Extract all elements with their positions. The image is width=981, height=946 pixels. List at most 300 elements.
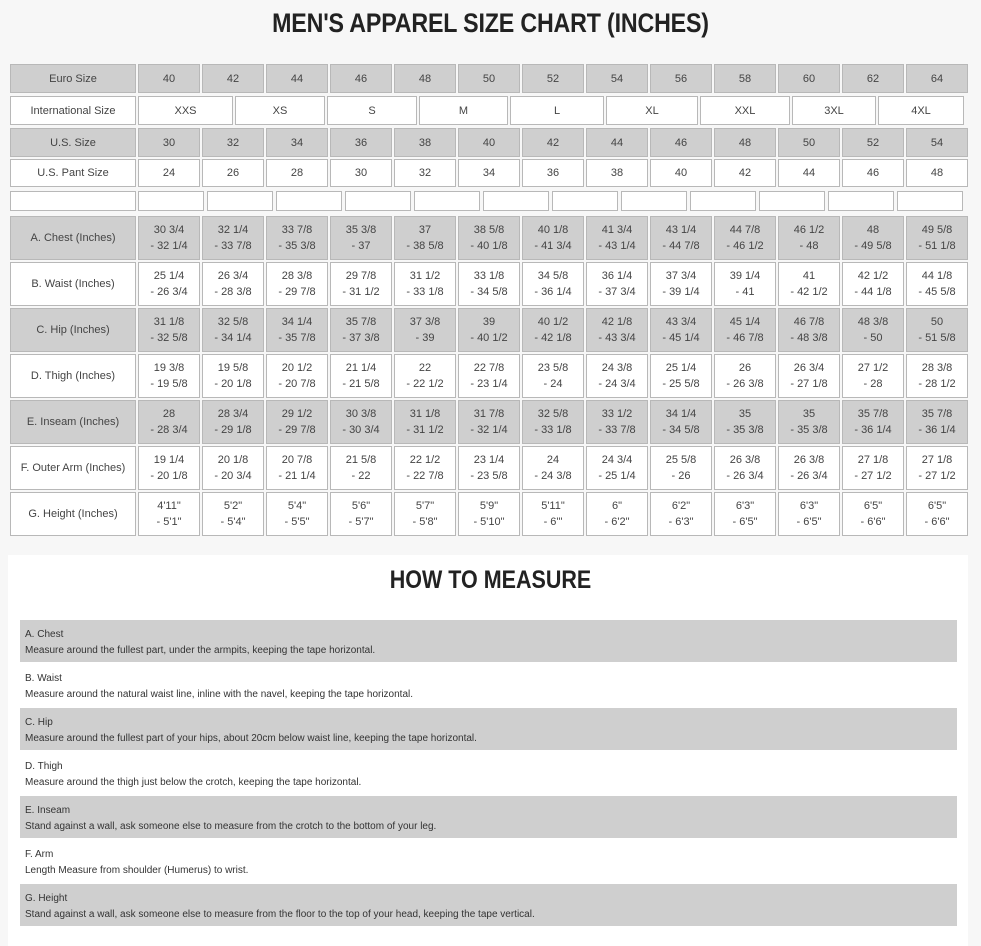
range-start: 35 3/8: [345, 224, 377, 236]
measure-item-name: C. Hip: [25, 717, 53, 728]
row-label-f-outer-arm-inches: F. Outer Arm (Inches): [10, 446, 136, 490]
range-end: - 5'10": [473, 516, 505, 528]
range-end: - 28 3/4: [150, 424, 188, 436]
b-waist-inches-cell: [266, 262, 328, 306]
how-to-measure-title: HOW TO MEASURE: [389, 566, 592, 594]
c-hip-inches-cell: [330, 308, 392, 352]
g-height-inches-cell: [842, 492, 904, 536]
range-end: - 29 7/8: [278, 424, 316, 436]
measure-item-description: Stand against a wall, ask someone else to measure from the floor to the top of your head, keeping the tape vertical.: [25, 909, 535, 920]
range-start: 45 1/4: [729, 316, 761, 328]
d-thigh-inches-cell: [778, 354, 840, 398]
range-start: 43 1/4: [665, 224, 697, 236]
range-start: 49 5/8: [921, 224, 953, 236]
g-height-inches-cell: [778, 492, 840, 536]
range-end: - 48 3/8: [790, 332, 828, 344]
us-size-cell: 34: [266, 128, 328, 157]
d-thigh-inches-cell: [330, 354, 392, 398]
f-outer-arm-inches-cell: [394, 446, 456, 490]
b-waist-inches-cell: [522, 262, 584, 306]
range-start: 21 1/4: [345, 362, 377, 374]
e-inseam-inches-cell: [906, 400, 968, 444]
spacer-cell: [828, 191, 894, 211]
measure-item: [20, 884, 957, 926]
measure-item-name: F. Arm: [25, 849, 54, 860]
f-outer-arm-inches-cell: [266, 446, 328, 490]
us-size-cell: 48: [714, 128, 776, 157]
range-start: 31 1/2: [409, 270, 441, 282]
c-hip-inches-cell: [714, 308, 776, 352]
us-pant-size-cell: 40: [650, 159, 712, 187]
range-end: - 24 3/8: [534, 470, 572, 482]
spacer-cell: [621, 191, 687, 211]
range-end: - 37 3/4: [598, 286, 636, 298]
e-inseam-inches-cell: [202, 400, 264, 444]
d-thigh-inches-cell: [202, 354, 264, 398]
range-start: 28 3/8: [921, 362, 953, 374]
us-pant-size-cell: 30: [330, 159, 392, 187]
euro-size-cell: 44: [266, 64, 328, 93]
c-hip-inches-cell: [138, 308, 200, 352]
range-start: 33 1/2: [601, 408, 633, 420]
range-end: - 33 1/8: [534, 424, 572, 436]
measure-item-name: D. Thigh: [25, 761, 63, 772]
b-waist-inches-cell: [906, 262, 968, 306]
us-pant-size-cell: 48: [906, 159, 968, 187]
measure-item-name: E. Inseam: [25, 805, 71, 816]
us-pant-size-cell: 34: [458, 159, 520, 187]
range-start: 44 7/8: [729, 224, 761, 236]
range-end: - 32 1/4: [150, 240, 188, 252]
a-chest-inches-cell: [778, 216, 840, 260]
range-end: - 41: [735, 286, 755, 298]
range-end: - 6'2": [604, 516, 630, 528]
d-thigh-inches-cell: [714, 354, 776, 398]
range-end: - 44 7/8: [662, 240, 700, 252]
range-end: - 36 1/4: [854, 424, 892, 436]
a-chest-inches-cell: [266, 216, 328, 260]
range-start: 32 5/8: [537, 408, 569, 420]
e-inseam-inches-cell: [266, 400, 328, 444]
measure-item-description: Stand against a wall, ask someone else to measure from the crotch to the bottom of your leg.: [25, 821, 437, 832]
range-end: - 46 7/8: [726, 332, 764, 344]
range-start: 32 5/8: [217, 316, 249, 328]
range-end: - 51 5/8: [918, 332, 956, 344]
international-size-cell: 4XL: [878, 96, 964, 125]
b-waist-inches-cell: [778, 262, 840, 306]
range-start: 50: [930, 316, 944, 328]
range-end: - 25 1/4: [598, 470, 636, 482]
a-chest-inches-cell: [906, 216, 968, 260]
range-end: - 45 5/8: [918, 286, 956, 298]
range-end: - 20 1/8: [214, 378, 252, 390]
range-end: - 45 1/4: [662, 332, 700, 344]
range-end: - 35 3/8: [790, 424, 828, 436]
range-start: 39: [482, 316, 496, 328]
g-height-inches-cell: [330, 492, 392, 536]
range-start: 26 3/8: [729, 454, 761, 466]
range-start: 31 1/8: [153, 316, 185, 328]
c-hip-inches-cell: [906, 308, 968, 352]
euro-size-cell: 40: [138, 64, 200, 93]
row-label-international-size: International Size: [10, 96, 136, 125]
d-thigh-inches-cell: [522, 354, 584, 398]
range-end: - 33 7/8: [598, 424, 636, 436]
spacer-cell: [414, 191, 480, 211]
range-start: 42 1/2: [857, 270, 889, 282]
range-start: 37 3/4: [665, 270, 697, 282]
international-size-cell: XL: [606, 96, 698, 125]
e-inseam-inches-cell: [394, 400, 456, 444]
range-start: 6'3": [735, 500, 755, 512]
range-start: 20 7/8: [281, 454, 313, 466]
range-end: - 31 1/2: [342, 286, 380, 298]
measure-item-description: Length Measure from shoulder (Humerus) to wrist.: [25, 865, 249, 876]
range-start: 27 1/2: [857, 362, 889, 374]
us-size-cell: 36: [330, 128, 392, 157]
range-start: 5'2": [223, 500, 243, 512]
euro-size-cell: 50: [458, 64, 520, 93]
us-pant-size-cell: 24: [138, 159, 200, 187]
range-end: - 6'6": [860, 516, 886, 528]
international-size-cell: XS: [235, 96, 325, 125]
range-start: 23 1/4: [473, 454, 505, 466]
range-end: - 39: [415, 332, 435, 344]
range-start: 22: [418, 362, 432, 374]
range-start: 29 1/2: [281, 408, 313, 420]
range-end: - 22: [351, 470, 371, 482]
range-end: - 20 7/8: [278, 378, 316, 390]
row-label-c-hip-inches: C. Hip (Inches): [10, 308, 136, 352]
range-end: - 35 3/8: [278, 240, 316, 252]
range-start: 6'5": [863, 500, 883, 512]
g-height-inches-cell: [714, 492, 776, 536]
us-size-cell: 52: [842, 128, 904, 157]
range-start: 27 1/8: [857, 454, 889, 466]
range-start: 35: [738, 408, 752, 420]
a-chest-inches-cell: [714, 216, 776, 260]
a-chest-inches-cell: [330, 216, 392, 260]
g-height-inches-cell: [394, 492, 456, 536]
range-end: - 20 1/8: [150, 470, 188, 482]
us-pant-size-cell: 44: [778, 159, 840, 187]
range-start: 41: [802, 270, 816, 282]
range-start: 34 1/4: [281, 316, 313, 328]
f-outer-arm-inches-cell: [842, 446, 904, 490]
us-size-cell: 46: [650, 128, 712, 157]
range-start: 32 1/4: [217, 224, 249, 236]
us-pant-size-cell: 28: [266, 159, 328, 187]
measure-item: [20, 708, 957, 750]
euro-size-cell: 52: [522, 64, 584, 93]
row-label-euro-size: Euro Size: [10, 64, 136, 93]
range-end: - 23 5/8: [470, 470, 508, 482]
f-outer-arm-inches-cell: [202, 446, 264, 490]
range-end: - 6'5": [732, 516, 758, 528]
us-pant-size-cell: 32: [394, 159, 456, 187]
a-chest-inches-cell: [394, 216, 456, 260]
range-start: 24: [546, 454, 560, 466]
range-start: 28 3/4: [217, 408, 249, 420]
range-end: - 26 3/8: [726, 378, 764, 390]
range-end: - 49 5/8: [854, 240, 892, 252]
range-start: 46 7/8: [793, 316, 825, 328]
range-end: - 24 3/4: [598, 378, 636, 390]
measure-item-name: A. Chest: [25, 629, 64, 640]
range-start: 48: [866, 224, 880, 236]
range-start: 26 3/4: [793, 362, 825, 374]
c-hip-inches-cell: [202, 308, 264, 352]
us-size-cell: 40: [458, 128, 520, 157]
range-start: 38 5/8: [473, 224, 505, 236]
range-end: - 27 1/2: [918, 470, 956, 482]
e-inseam-inches-cell: [778, 400, 840, 444]
d-thigh-inches-cell: [650, 354, 712, 398]
row-label-us-size: U.S. Size: [10, 128, 136, 157]
range-end: - 37 3/8: [342, 332, 380, 344]
b-waist-inches-cell: [202, 262, 264, 306]
range-end: - 20 3/4: [214, 470, 252, 482]
range-start: 28: [162, 408, 176, 420]
range-start: 4'11": [157, 500, 181, 512]
us-pant-size-cell: 46: [842, 159, 904, 187]
d-thigh-inches-cell: [394, 354, 456, 398]
range-end: - 26 3/4: [790, 470, 828, 482]
range-end: - 37: [351, 240, 371, 252]
us-size-cell: 38: [394, 128, 456, 157]
range-end: - 38 5/8: [406, 240, 444, 252]
range-start: 48 3/8: [857, 316, 889, 328]
range-start: 42 1/8: [601, 316, 633, 328]
measure-item: [20, 752, 957, 794]
measure-item-description: Measure around the fullest part, under the armpits, keeping the tape horizontal.: [25, 645, 376, 656]
f-outer-arm-inches-cell: [650, 446, 712, 490]
measure-item-description: Measure around the fullest part of your hips, about 20cm below waist line, keeping the tape horizontal.: [25, 733, 477, 744]
e-inseam-inches-cell: [458, 400, 520, 444]
b-waist-inches-cell: [394, 262, 456, 306]
range-end: - 5'7": [348, 516, 374, 528]
row-label-g-height-inches: G. Height (Inches): [10, 492, 136, 536]
c-hip-inches-cell: [650, 308, 712, 352]
spacer-cell: [690, 191, 756, 211]
measure-item-description: Measure around the natural waist line, inline with the navel, keeping the tape horizontal.: [25, 689, 414, 700]
range-start: 43 3/4: [665, 316, 697, 328]
range-start: 6'5": [927, 500, 947, 512]
g-height-inches-cell: [138, 492, 200, 536]
range-end: - 6'": [543, 516, 563, 528]
range-start: 33 1/8: [473, 270, 505, 282]
e-inseam-inches-cell: [650, 400, 712, 444]
range-start: 6'3": [799, 500, 819, 512]
range-end: - 27 1/2: [854, 470, 892, 482]
f-outer-arm-inches-cell: [586, 446, 648, 490]
range-start: 41 3/4: [601, 224, 633, 236]
f-outer-arm-inches-cell: [778, 446, 840, 490]
range-start: 24 3/8: [601, 362, 633, 374]
range-start: 40 1/8: [537, 224, 569, 236]
range-end: - 42 1/2: [790, 286, 828, 298]
spacer-cell: [276, 191, 342, 211]
a-chest-inches-cell: [842, 216, 904, 260]
range-end: - 6'5": [796, 516, 822, 528]
f-outer-arm-inches-cell: [714, 446, 776, 490]
range-start: 24 3/4: [601, 454, 633, 466]
a-chest-inches-cell: [138, 216, 200, 260]
range-end: - 28 3/8: [214, 286, 252, 298]
b-waist-inches-cell: [586, 262, 648, 306]
c-hip-inches-cell: [458, 308, 520, 352]
f-outer-arm-inches-cell: [522, 446, 584, 490]
c-hip-inches-cell: [394, 308, 456, 352]
range-start: 28 3/8: [281, 270, 313, 282]
range-start: 35: [802, 408, 816, 420]
range-start: 26: [738, 362, 752, 374]
range-end: - 6'3": [668, 516, 694, 528]
range-end: - 5'4": [220, 516, 246, 528]
d-thigh-inches-cell: [842, 354, 904, 398]
range-start: 26 3/8: [793, 454, 825, 466]
b-waist-inches-cell: [138, 262, 200, 306]
spacer-cell: [138, 191, 204, 211]
range-start: 5'9": [479, 500, 499, 512]
spacer-cell: [345, 191, 411, 211]
c-hip-inches-cell: [522, 308, 584, 352]
range-start: 5'7": [415, 500, 435, 512]
range-end: - 19 5/8: [150, 378, 188, 390]
range-start: 31 1/8: [409, 408, 441, 420]
us-size-cell: 30: [138, 128, 200, 157]
e-inseam-inches-cell: [330, 400, 392, 444]
us-size-cell: 32: [202, 128, 264, 157]
row-label-d-thigh-inches: D. Thigh (Inches): [10, 354, 136, 398]
range-end: - 22 7/8: [406, 470, 444, 482]
range-start: 20 1/8: [217, 454, 249, 466]
range-start: 5'6": [351, 500, 371, 512]
e-inseam-inches-cell: [842, 400, 904, 444]
range-end: - 28: [863, 378, 883, 390]
c-hip-inches-cell: [778, 308, 840, 352]
e-inseam-inches-cell: [586, 400, 648, 444]
range-start: 35 7/8: [921, 408, 953, 420]
range-end: - 29 7/8: [278, 286, 316, 298]
range-start: 40 1/2: [537, 316, 569, 328]
c-hip-inches-cell: [266, 308, 328, 352]
range-start: 5'11": [541, 500, 565, 512]
range-end: - 26 3/4: [726, 470, 764, 482]
measure-item-description: Measure around the thigh just below the crotch, keeping the tape horizontal.: [25, 777, 362, 788]
b-waist-inches-cell: [330, 262, 392, 306]
range-end: - 27 1/8: [790, 378, 828, 390]
range-end: - 30 3/4: [342, 424, 380, 436]
e-inseam-inches-cell: [522, 400, 584, 444]
range-start: 6'2": [671, 500, 691, 512]
a-chest-inches-cell: [522, 216, 584, 260]
range-end: - 5'1": [156, 516, 182, 528]
measure-item-name: B. Waist: [25, 673, 62, 684]
measure-item: [20, 796, 957, 838]
g-height-inches-cell: [266, 492, 328, 536]
range-start: 21 5/8: [345, 454, 377, 466]
spacer-cell: [207, 191, 273, 211]
range-start: 5'4": [287, 500, 307, 512]
range-start: 30 3/4: [153, 224, 185, 236]
range-end: - 21 5/8: [342, 378, 380, 390]
f-outer-arm-inches-cell: [138, 446, 200, 490]
range-end: - 41 3/4: [534, 240, 572, 252]
range-end: - 43 1/4: [598, 240, 636, 252]
range-start: 44 1/8: [921, 270, 953, 282]
g-height-inches-cell: [458, 492, 520, 536]
range-end: - 48: [799, 240, 819, 252]
range-end: - 23 1/4: [470, 378, 508, 390]
range-start: 36 1/4: [601, 270, 633, 282]
range-start: 22 1/2: [409, 454, 441, 466]
us-pant-size-cell: 38: [586, 159, 648, 187]
range-end: - 25 5/8: [662, 378, 700, 390]
range-end: - 35 3/8: [726, 424, 764, 436]
range-end: - 42 1/8: [534, 332, 572, 344]
us-pant-size-cell: 42: [714, 159, 776, 187]
row-label-b-waist-inches: B. Waist (Inches): [10, 262, 136, 306]
g-height-inches-cell: [650, 492, 712, 536]
measure-item: [20, 840, 957, 882]
d-thigh-inches-cell: [266, 354, 328, 398]
a-chest-inches-cell: [458, 216, 520, 260]
row-label-e-inseam-inches: E. Inseam (Inches): [10, 400, 136, 444]
euro-size-cell: 62: [842, 64, 904, 93]
a-chest-inches-cell: [202, 216, 264, 260]
international-size-cell: S: [327, 96, 417, 125]
spacer-cell: [552, 191, 618, 211]
us-size-cell: 44: [586, 128, 648, 157]
range-end: - 26 3/4: [150, 286, 188, 298]
us-size-cell: 54: [906, 128, 968, 157]
range-end: - 34 1/4: [214, 332, 252, 344]
euro-size-cell: 46: [330, 64, 392, 93]
range-start: 37 3/8: [409, 316, 441, 328]
range-end: - 36 1/4: [534, 286, 572, 298]
range-start: 19 5/8: [217, 362, 249, 374]
range-end: - 6'6": [924, 516, 950, 528]
spacer-cell: [759, 191, 825, 211]
range-start: 30 3/8: [345, 408, 377, 420]
international-size-cell: XXL: [700, 96, 790, 125]
f-outer-arm-inches-cell: [906, 446, 968, 490]
range-end: - 29 1/8: [214, 424, 252, 436]
range-start: 39 1/4: [729, 270, 761, 282]
international-size-cell: XXS: [138, 96, 233, 125]
b-waist-inches-cell: [650, 262, 712, 306]
range-start: 35 7/8: [857, 408, 889, 420]
range-end: - 32 5/8: [150, 332, 188, 344]
range-start: 27 1/8: [921, 454, 953, 466]
range-end: - 26: [671, 470, 691, 482]
size-chart-title: MEN'S APPAREL SIZE CHART (INCHES): [272, 8, 709, 38]
a-chest-inches-cell: [650, 216, 712, 260]
international-size-cell: 3XL: [792, 96, 876, 125]
euro-size-cell: 56: [650, 64, 712, 93]
us-size-cell: 42: [522, 128, 584, 157]
euro-size-cell: 60: [778, 64, 840, 93]
euro-size-cell: 48: [394, 64, 456, 93]
range-start: 29 7/8: [345, 270, 377, 282]
international-size-cell: M: [419, 96, 508, 125]
f-outer-arm-inches-cell: [458, 446, 520, 490]
f-outer-arm-inches-cell: [330, 446, 392, 490]
measure-item-name: G. Height: [25, 893, 68, 904]
range-start: 25 5/8: [665, 454, 697, 466]
range-end: - 50: [863, 332, 883, 344]
